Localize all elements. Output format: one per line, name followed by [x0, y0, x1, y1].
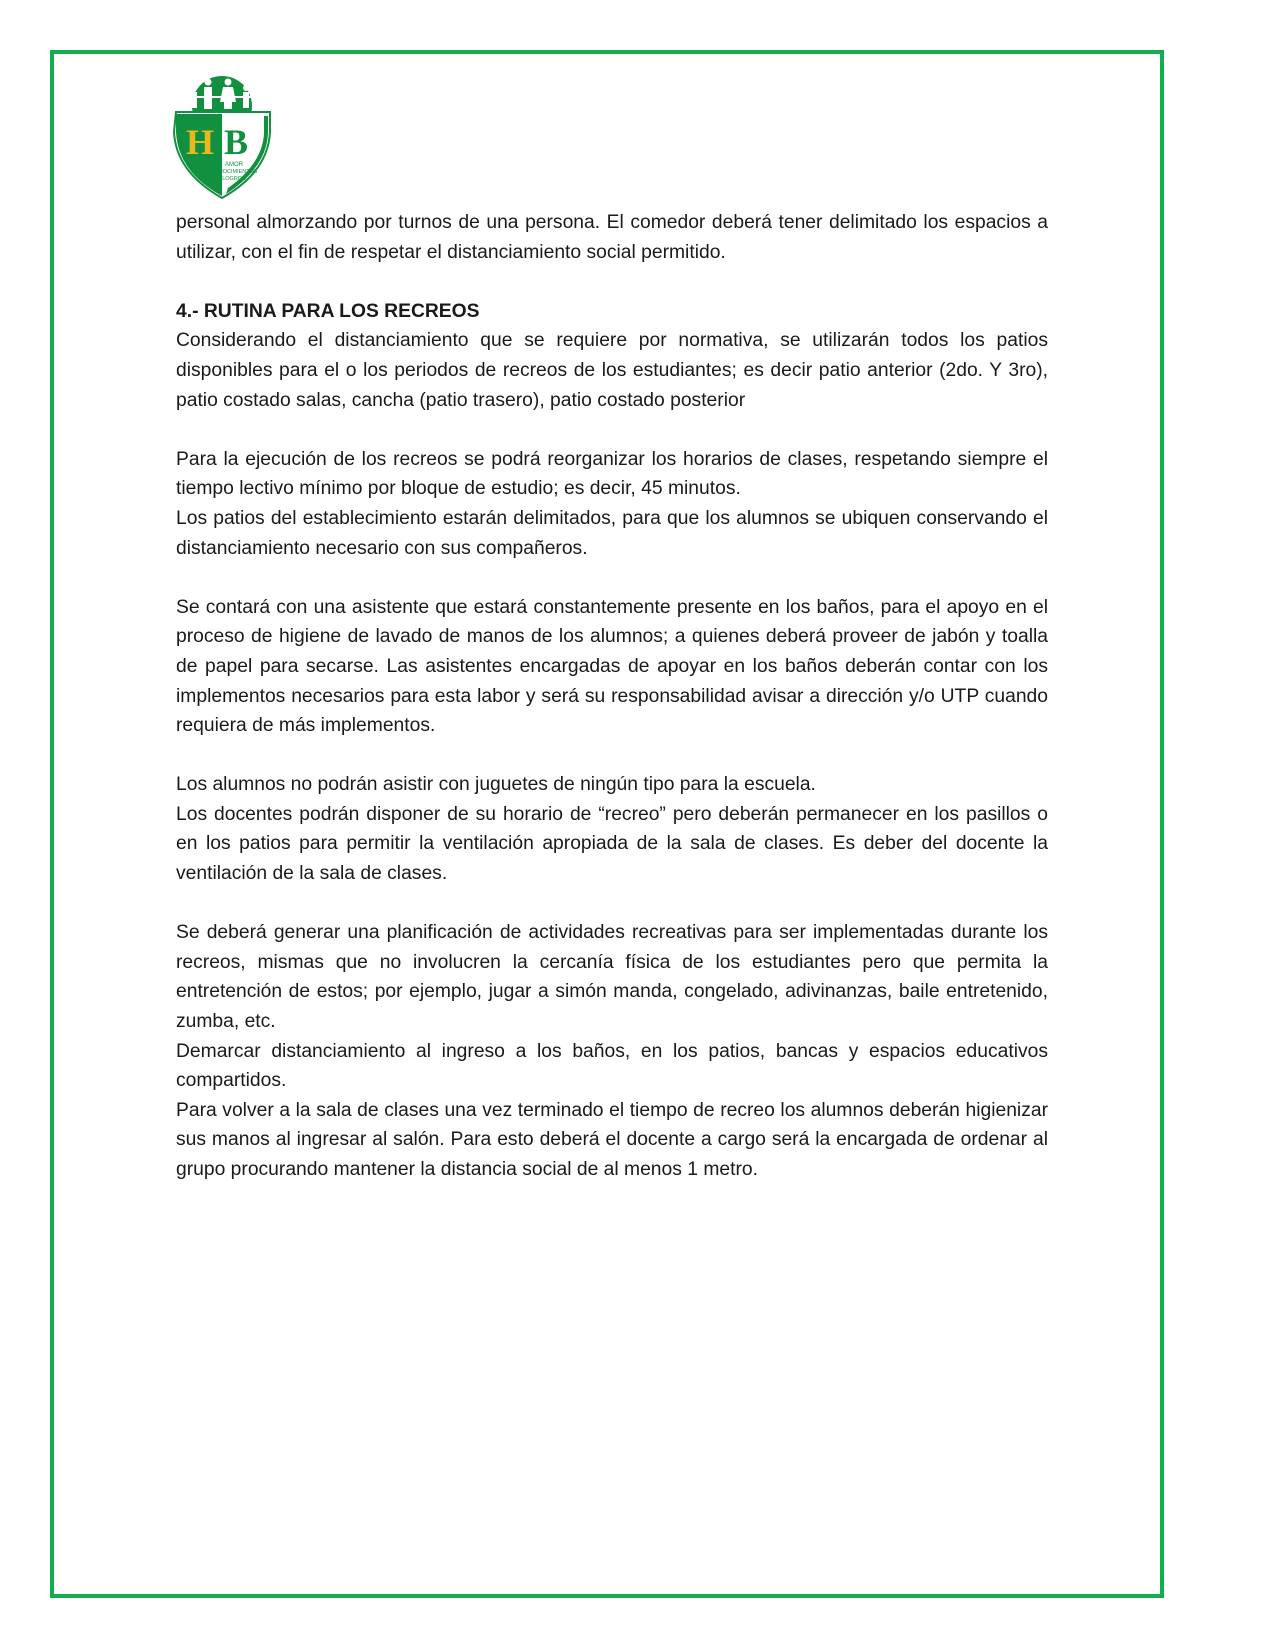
paragraph-patios: Considerando el distanciamiento que se requiere por normativa, se utilizarán todos los patios disponibles para el o los periodos de recreos de los estudiantes; es decir patio anterior (2do. Y 3ro), patio costado salas, cancha (patio trasero), patio costado posterior — [176, 330, 1048, 411]
logo-motto-2: CONOCIMIENTOS — [210, 169, 258, 175]
logo-motto-1: AMOR — [225, 162, 243, 168]
paragraph-docentes: Los docentes podrán disponer de su horario de “recreo” pero deberán permanecer en los pasillos o en los patios para permitir la ventilación apropiada de la sala de clases. Es deber del docente la ventilación de la sala de clases. — [176, 803, 1048, 885]
paragraph-asistente: Se contará con una asistente que estará constantemente presente en los baños, para el apoyo en el proceso de higiene de lavado de manos de los alumnos; a quienes deberá proveer de jabón y toalla de papel para secarse. Las asistentes encargadas de apoyar en los baños deberán contar con los implementos necesarios para esta labor y será su responsabilidad avisar a dirección y/o UTP cuando requiera de más implementos. — [176, 596, 1048, 737]
paragraph-volver: Para volver a la sala de clases una vez terminado el tiempo de recreo los alumnos deberán higienizar sus manos al ingresar al salón. Para esto deberá el docente a cargo será la encargada de ordenar al grupo procurando mantener la distancia social de al menos 1 metro. — [176, 1099, 1048, 1180]
paragraph-demarcar: Demarcar distanciamiento al ingreso a los baños, en los patios, bancas y espacios educativos compartidos. — [176, 1040, 1048, 1092]
paragraph-delimitados: Los patios del establecimiento estarán delimitados, para que los alumnos se ubiquen conservando el distanciamiento necesario con sus compañeros. — [176, 507, 1048, 559]
logo-initial-b: B — [224, 122, 249, 162]
section-heading: 4.- RUTINA PARA LOS RECREOS — [176, 300, 480, 322]
document-body — [176, 208, 1048, 1185]
school-logo — [170, 72, 280, 200]
intro-paragraph: personal almorzando por turnos de una persona. El comedor deberá tener delimitado los espacios a utilizar, con el fin de respetar el distanciamiento social permitido. — [176, 212, 1048, 263]
paragraph-horarios: Para la ejecución de los recreos se podrá reorganizar los horarios de clases, respetando siempre el tiempo lectivo mínimo por bloque de estudio; es decir, 45 minutos. — [176, 448, 1048, 500]
paragraph-juguetes: Los alumnos no podrán asistir con juguetes de ningún tipo para la escuela. — [176, 774, 816, 796]
logo-motto-3: LOGROS — [222, 176, 246, 182]
logo-initial-h: H — [186, 122, 215, 162]
paragraph-actividades: Se deberá generar una planificación de actividades recreativas para ser implementadas durante los recreos, mismas que no involucren la cercanía física de los estudiantes pero que permita la entretención de estos; por ejemplo, jugar a simón manda, congelado, adivinanzas, baile entretenido, zumba, etc. — [176, 922, 1048, 1033]
